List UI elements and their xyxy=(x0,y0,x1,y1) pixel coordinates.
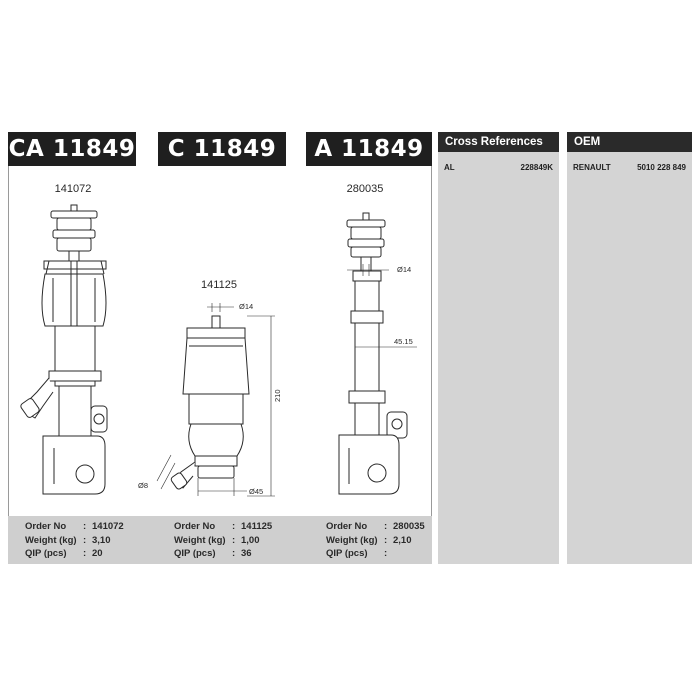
cross-references-panel xyxy=(438,132,559,564)
product-code-ca: CA 11849 xyxy=(8,132,136,166)
oem-panel xyxy=(567,132,692,564)
oem-row xyxy=(567,152,692,172)
technical-drawings xyxy=(9,166,431,516)
part-number-ca: 141072 xyxy=(54,183,92,195)
order-no-label: Order No xyxy=(25,521,67,532)
qip-value: 36 xyxy=(241,548,252,559)
order-no-value: 280035 xyxy=(393,521,425,532)
part-number-a: 280035 xyxy=(346,183,384,195)
separator: : xyxy=(83,521,87,532)
dim-a-body: 45.15 xyxy=(394,337,413,346)
dim-c-base: Ø45 xyxy=(249,487,264,496)
order-no-label: Order No xyxy=(326,521,368,532)
separator: : xyxy=(232,548,236,559)
separator: : xyxy=(384,534,388,546)
cross-reference-number: 228849K xyxy=(520,163,553,172)
oem-title: OEM xyxy=(567,132,692,152)
qip-label: QIP (pcs) xyxy=(25,548,67,559)
cross-references-title: Cross References xyxy=(438,132,559,152)
order-info-ca xyxy=(25,520,124,561)
qip-label: QIP (pcs) xyxy=(174,548,216,559)
dim-a-rod: Ø14 xyxy=(397,265,412,274)
order-no-value: 141125 xyxy=(241,521,273,532)
separator: : xyxy=(83,534,87,546)
order-info-strip xyxy=(8,516,432,564)
separator: : xyxy=(83,548,87,559)
order-no-label: Order No xyxy=(174,521,216,532)
order-no-value: 141072 xyxy=(92,521,124,532)
weight-value: 3,10 xyxy=(92,534,111,546)
product-code-c: C 11849 xyxy=(158,132,286,166)
drawing-a-shock xyxy=(339,213,407,494)
drawing-c-bellow xyxy=(170,316,249,490)
cross-reference-row xyxy=(438,152,559,172)
weight-value: 2,10 xyxy=(393,534,412,546)
weight-label: Weight (kg) xyxy=(326,534,378,546)
dim-c-height: 210 xyxy=(273,389,282,402)
order-info-c xyxy=(174,520,272,561)
weight-value: 1,00 xyxy=(241,534,260,546)
dim-c-pin: Ø8 xyxy=(138,481,149,490)
qip-value: 20 xyxy=(92,548,103,559)
cross-reference-brand: AL xyxy=(444,163,455,172)
separator: : xyxy=(384,548,388,559)
separator: : xyxy=(232,521,236,532)
oem-brand: RENAULT xyxy=(573,163,611,172)
weight-label: Weight (kg) xyxy=(174,534,226,546)
part-number-c: 141125 xyxy=(201,279,237,291)
weight-label: Weight (kg) xyxy=(25,534,77,546)
qip-label: QIP (pcs) xyxy=(326,548,368,559)
drawings-svg xyxy=(9,166,431,516)
dim-c-rod: Ø14 xyxy=(239,302,254,311)
order-info-a xyxy=(326,520,425,561)
drawing-ca-shock xyxy=(20,205,107,494)
separator: : xyxy=(232,534,236,546)
product-title-bar xyxy=(8,132,432,166)
separator: : xyxy=(384,521,388,532)
product-code-a: A 11849 xyxy=(306,132,432,166)
oem-number: 5010 228 849 xyxy=(637,163,686,172)
